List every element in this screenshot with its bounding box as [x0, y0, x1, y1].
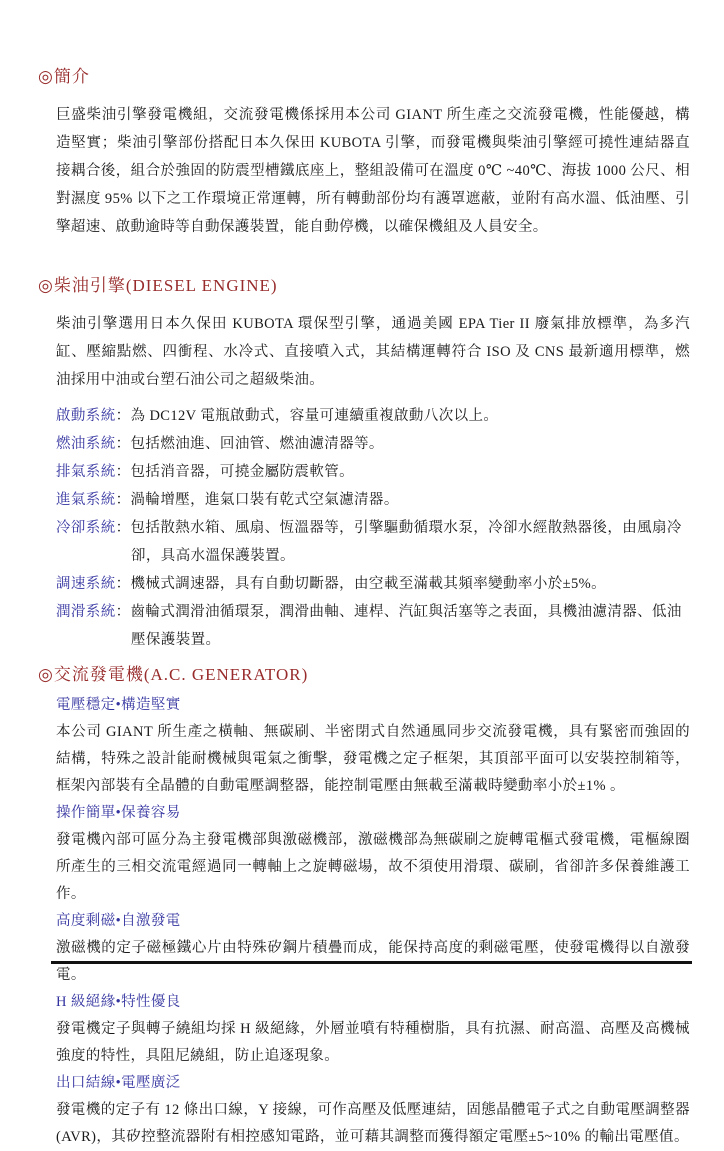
- system-label: 啟動系統: [56, 408, 116, 424]
- system-label: 調速系統: [56, 576, 116, 592]
- intro-paragraph: 巨盛柴油引擎發電機組，交流發電機係採用本公司 GIANT 所生產之交流發電機，性能優越，構造堅實；柴油引擎部份搭配日本久保田 KUBOTA 引擎，而發電機與柴油引擎經可撓性連結器直接耦合後，組合於強固的防震型槽鐵底座上，整組設備可在溫度 0℃ ~40℃、海拔 1000 公尺、相對濕度 95% 以下之工作環境正常運轉，所有轉動部份均有護罩遮蔽，並附有高水溫、低油壓、引擎超速、啟動逾時等自動保護裝置，能自動停機，以確保機組及人員安全。: [56, 107, 690, 235]
- system-text: 渦輪增壓，進氣口裝有乾式空氣濾清器。: [130, 492, 399, 508]
- system-colon: ：: [115, 492, 131, 508]
- system-text: 齒輪式潤滑油循環泵，潤滑曲軸、連桿、汽缸與活塞等之表面，具機油濾清器、低油壓保護裝置。: [130, 604, 682, 648]
- system-label: 潤滑系統: [56, 604, 116, 620]
- system-label: 進氣系統: [56, 492, 116, 508]
- system-label: 冷卻系統: [56, 520, 116, 536]
- system-text: 機械式調速器，具有自動切斷器，由空載至滿載其頻率變動率小於±5%。: [130, 576, 606, 592]
- system-text: 包括燃油進、回油管、燃油濾清器等。: [130, 436, 384, 452]
- feature-title-output-wiring: 出口結線•電壓廣泛: [56, 1075, 181, 1091]
- system-item-start: [56, 402, 690, 430]
- feature-text-h-class-insulation: 發電機定子與轉子繞組均採 H 級絕緣，外層並噴有特種樹脂，具有抗濕、耐高溫、高壓及高機械強度的特性，具阻尼繞組，防止追逐現象。: [56, 1021, 690, 1064]
- feature-title-easy-maintenance: 操作簡單•保養容易: [56, 805, 181, 821]
- feature-text-voltage-stability: 本公司 GIANT 所生產之橫軸、無碳刷、半密閉式自然通風同步交流發電機，具有緊密而強固的結構，特殊之設計能耐機械與電氣之衝擊，發電機之定子框架，其頂部平面可以安裝控制箱等，框架內部裝有全晶體的自動電壓調整器，能控制電壓由無載至滿載時變動率小於±1% 。: [56, 724, 690, 794]
- system-item-intake: [56, 486, 690, 514]
- system-text: 包括消音器，可撓金屬防震軟管。: [130, 464, 355, 480]
- feature-title-h-class-insulation: H 級絕緣•特性優良: [56, 994, 181, 1010]
- feature-text-residual-magnetism: 激磁機的定子磁極鐵心片由特殊矽鋼片積疊而成，能保持高度的剩磁電壓，使發電機得以自激發電。: [56, 940, 690, 983]
- section-heading-intro: ◎簡介: [38, 67, 90, 86]
- system-item-fuel: [56, 430, 690, 458]
- system-text: 為 DC12V 電瓶啟動式，容量可連續重複啟動八次以上。: [130, 408, 499, 424]
- system-colon: ：: [115, 520, 131, 536]
- system-label: 燃油系統: [56, 436, 116, 452]
- system-item-governor: [56, 570, 690, 598]
- system-item-cooling: [56, 514, 690, 570]
- feature-title-residual-magnetism: 高度剩磁•自激發電: [56, 913, 181, 929]
- system-colon: ：: [115, 408, 131, 424]
- system-colon: ：: [115, 464, 131, 480]
- feature-text-easy-maintenance: 發電機內部可區分為主發電機部與激磁機部，激磁機部為無碳刷之旋轉電樞式發電機，電樞線圈所產生的三相交流電經過同一轉軸上之旋轉磁場，故不須使用滑環、碳刷，省卻許多保養維護工作。: [56, 832, 690, 902]
- engine-intro-paragraph: 柴油引擎選用日本久保田 KUBOTA 環保型引擎，通過美國 EPA Tier II 廢氣排放標準，為多汽缸、壓縮點燃、四衝程、水冷式、直接噴入式，其結構運轉符合 ISO 及 CNS 最新適用標準，燃油採用中油或台塑石油公司之超級柴油。: [56, 316, 690, 388]
- section-heading-diesel-engine: ◎柴油引擎(DIESEL ENGINE): [38, 276, 278, 295]
- section-heading-ac-generator: ◎交流發電機(A.C. GENERATOR): [38, 665, 309, 684]
- feature-text-output-wiring: 發電機的定子有 12 條出口線，Y 接線，可作高壓及低壓連結，固態晶體電子式之自動電壓調整器(AVR)，其矽控整流器附有相控感知電路，並可藉其調整而獲得額定電壓±5~10% 的輸出電壓值。: [56, 1102, 690, 1145]
- system-colon: ：: [115, 436, 131, 452]
- system-item-exhaust: [56, 458, 690, 486]
- system-colon: ：: [115, 576, 131, 592]
- system-colon: ：: [115, 604, 131, 620]
- generator-features: [56, 692, 690, 1151]
- engine-systems-list: [56, 402, 690, 654]
- system-label: 排氣系統: [56, 464, 116, 480]
- system-item-lubrication: [56, 598, 690, 654]
- system-text: 包括散熱水箱、風扇、恆溫器等，引擎驅動循環水泵，冷卻水經散熱器後，由風扇冷卻，具高水溫保護裝置。: [130, 520, 682, 564]
- feature-title-voltage-stability: 電壓穩定•構造堅實: [56, 697, 181, 713]
- bottom-divider: [51, 961, 692, 964]
